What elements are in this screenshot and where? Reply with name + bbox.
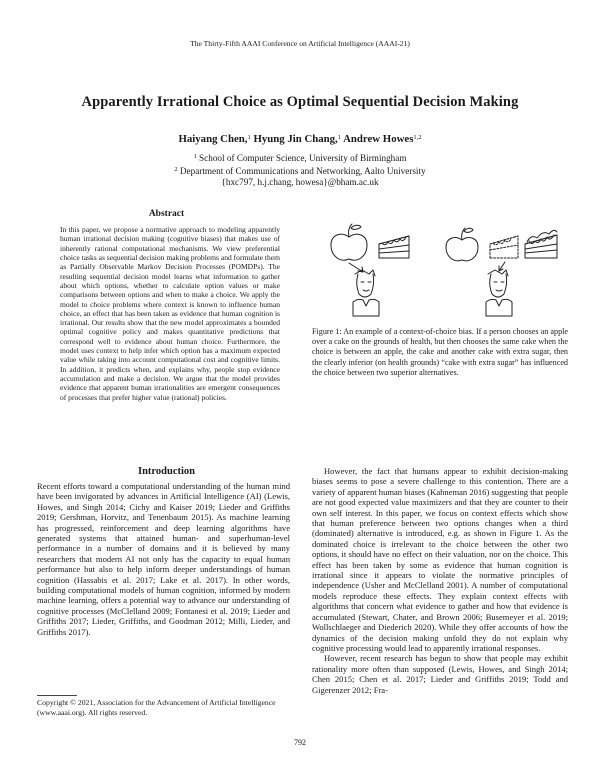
figure-1-caption: Figure 1: An example of a context-of-choice bias. If a person chooses an apple over a cake on the grounds of health, but then chooses the same cake when the choice is between an apple, the cake and another cake with extra sugar, then the clearly inferior (on health grounds) “cake with extra sugar” has influenced the choice between two superior alternatives. — [312, 327, 568, 377]
apple-icon-2 — [446, 228, 478, 261]
author-1: Haiyang Chen,$^1$ — [178, 133, 251, 145]
author-3: Andrew Howes$^{1,2}$ — [343, 133, 422, 145]
affiliations — [40, 151, 560, 189]
author-list — [40, 133, 560, 145]
apple-icon — [331, 224, 367, 260]
page-number: 792 — [294, 738, 306, 747]
arrow-down-icon-right — [499, 262, 505, 271]
person-icon-right — [486, 270, 512, 316]
paragraph: However, recent research has begun to show that people may exhibit rationality more often than supposed (Lewis, Howes, and Singh 2014; Chen 2015; Chen et al. 2017; Lieder and Griffiths 2019; Todd and Gigerenzer 2012; Fra- — [312, 653, 568, 695]
paper-title: Apparently Irrational Choice as Optimal Sequential Decision Making — [81, 94, 519, 110]
abstract-heading: Abstract — [148, 209, 185, 219]
cake-icon — [379, 236, 409, 258]
figure-1-illustration — [313, 214, 567, 322]
affiliation-1: $^1$ School of Computer Science, University of Birmingham — [193, 153, 407, 163]
abstract-text: In this paper, we propose a normative approach to modeling apparently human irrational decision making (cognitive biases) that makes use of inherently rational computational mechanisms. We view preferential choice tasks as sequential decision making problems and formulate them as Partially Observable Markov Decision Processes (POMDPs). The resulting sequential decision model learns what information to gather about which options, whether to calculate option values or make comparisons between options and when to make a choice. We apply the model to choice problems where context is known to influence human choice, an effect that has been taken as evidence that human cognition is irrational. Our results show that the new model approximates a bounded optimal cognitive policy and makes quantitative predictions that correspond well to evidence about human choice. Furthermore, the model uses context to help infer which option has a maximum expected value while taking into account computational cost and cognitive limits. In addition, it predicts when, and explains why, people stop evidence accumulation and make a decision. We argue that the model provides evidence that apparent human irrationalities are emergent consequences of processes that prefer higher value (rational) policies. — [60, 225, 280, 402]
author-emails: {hxc797, h.j.chang, howesa}@bham.ac.uk — [221, 177, 379, 188]
cake-with-sugar-icon — [525, 230, 557, 258]
paragraph: However, the fact that humans appear to exhibit decision-making biases seems to pose a severe challenge to this contention. There are a variety of apparent human biases (Kahneman 2016) suggesting that people are not good expected value maximizers and that they are counter to their own self interest. In this paper, we focus on context effects which show that human preference between two options changes when a third (dominated) alternative is introduced, e.g. as shown in Figure 1. As the dominated choice is irrelevant to the choice between the other two options, it should have no effect on their valuation, nor on the choice. This effect has been taken by some as evidence that human cognition is irrational since it appears to violate the normative principles of independence (Usher and McClelland 2001). A number of computational models reproduce these effects. They explain context effects with algorithms that concern what evidence to gather and how that evidence is accumulated (Stewart, Chater, and Brown 2006; Busemeyer et al. 2019; Wollschlaeger and Diederich 2020). While they offer accounts of how the dynamics of the decision making unfold they do not explain why cognitive processing would lead to apparently irrational responses. — [312, 466, 568, 653]
cake-icon-2 — [490, 236, 518, 258]
footnote-rule — [37, 695, 77, 696]
copyright-footnote: Copyright © 2021, Association for the Advancement of Artificial Intelligence (www.aaai.org). All rights reserved. — [37, 698, 276, 717]
arrow-down-icon-left — [349, 263, 363, 272]
right-column-text — [312, 466, 568, 695]
introduction-heading: Introduction — [138, 466, 195, 477]
person-icon-left — [353, 270, 379, 316]
author-2: Hyung Jin Chang,$^1$ — [253, 133, 341, 145]
conference-header: The Thirty-Fifth AAAI Conference on Artificial Intelligence (AAAI-21) — [190, 39, 410, 48]
introduction-text: Recent efforts toward a computational understanding of the human mind have been invigorated by advances in Artificial Intelligence (AI) (Lewis, Howes, and Singh 2014; Cichy and Kaiser 2019; Lieder and Griffiths 2019; Gershman, Horvitz, and Tenenbaum 2015). As machine learning has progressed, reinforcement and deep learning algorithms have generated systems that attained human- and superhuman-level performance in a number of domains and it is believed by many researchers that modern AI not only has the capacity to equal human performance but also to help inform deeper understandings of human cognition (Hassabis et al. 2017; Lake et al. 2017). In other words, building computational models of human cognition, informed by modern machine learning, offers a potential way to advance our understanding of cognitive processes (McClelland 2009; Fontanesi et al. 2019; Lieder and Griffiths 2017; Lieder, Griffiths, and Goodman 2012; Milli, Lieder, and Griffiths 2017). — [37, 481, 290, 637]
affiliation-2: $^2$ Department of Communications and Networking, Aalto University — [174, 166, 426, 177]
